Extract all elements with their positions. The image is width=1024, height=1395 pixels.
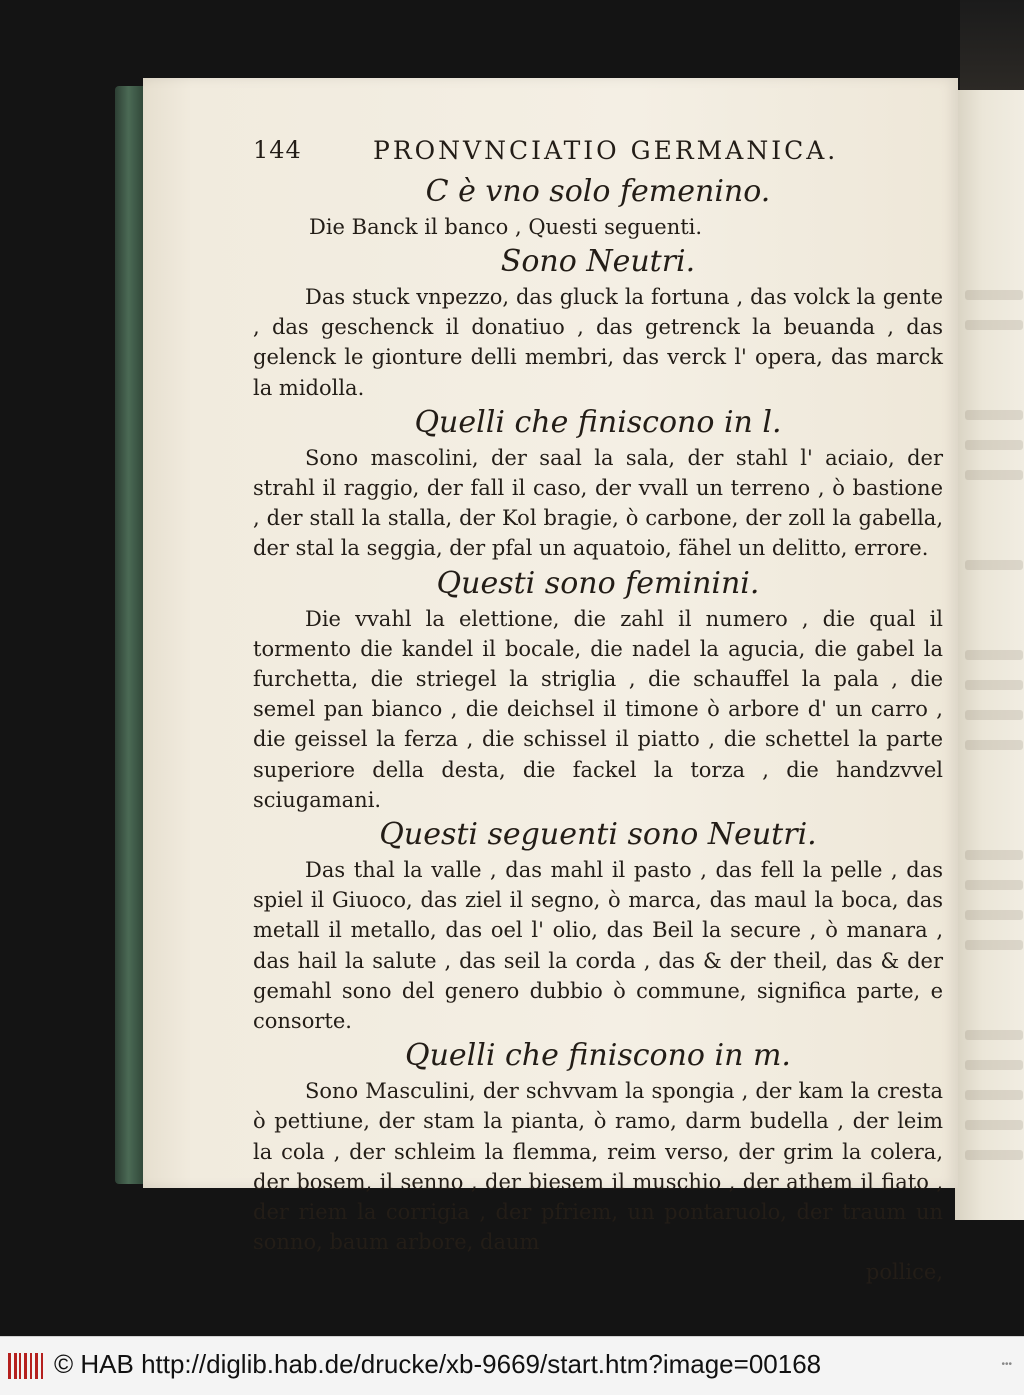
section-line: Die Banck il banco , Questi seguenti. [309,215,703,239]
section-paragraph: Sono mascolini, der saal la sala, der stahl l' aciaio, der strahl il raggio, der fall il caso, der vvall un terreno , ò bastione , der stall la stalla, der Kol bragie, ò carbone, der zoll la gabella, der stal la seggia, der pfal un aquatoio, fähel un delitto, errore. [253,445,943,561]
section-paragraph: Das stuck vnpezzo, das gluck la fortuna , das volck la gente , das geschenck il donatiuo , das getrenck la beuanda , das gelenck le gionture delli membri, das verck l' opera, das marck la midolla. [253,285,943,400]
section-heading: C è vno solo femenino. [425,174,771,209]
book-page [143,78,958,1285]
section-heading: Questi seguenti sono Neutri. [379,817,817,853]
section-heading: Questi sono feminini. [436,565,760,601]
more-icon: ••• [1001,1359,1012,1370]
section-paragraph: Sono Masculini, der schvvam la spongia , der kam la cresta ò pettiune, der stam la pianta, ò ramo, darm budella , der leim la cola , der schleim la flemma, reim verso, der grim la colera, der bosem, il senno , der biesem il muschio , der athem il fiato , der riem la corrigia , der pfriem, un pontaruolo, der traum un sonno, baum arbore, daum [253,1079,943,1255]
section-paragraph: Das thal la valle , das mahl il pasto , das fell la pelle , das spiel il Giuoco, das ziel il segno, ò marca, das maul la boca, das metall il metallo, das oel l' olio, das Beil la secure , ò manara , das hail la salute , das seil la corda , das & der theil, das & der gemahl sono del genero dubbio ò commune, significa parte, e consorte. [253,858,943,1034]
catchword: pollice, [865,1260,943,1285]
page-text-block [253,128,943,1287]
section-heading: Quelli che finiscono in m. [405,1038,791,1074]
section-heading: Sono Neutri. [500,244,696,279]
facing-page-edge [955,90,1024,1220]
book-cover-edge [115,86,145,1184]
background-strip [960,0,1024,95]
footer-bar [0,1336,1024,1395]
running-head [253,128,943,172]
hab-barcode-logo-icon [6,1349,46,1381]
section-heading: Quelli che finiscono in l. [414,404,782,440]
running-title: PRONVNCIATIO GERMANICA. [373,136,839,165]
source-link[interactable]: © HAB http://diglib.hab.de/drucke/xb-9669/start.htm?image=00168 [54,1349,822,1379]
page-number: 144 [253,136,302,164]
section-paragraph: Die vvahl la elettione, die zahl il numero , die qual il tormento die kandel il bocale, die nadel la agucia, die gabel la furchetta, die striegel la striglia , die schauffel la pala , die semel pan bianco , die deichsel il timone ò arbore d' un carro , die geissel la ferza , die schissel il piatto , die schettel la parte superiore della desta, die fackel la torza , die handzvvel sciugamani. [253,606,943,812]
